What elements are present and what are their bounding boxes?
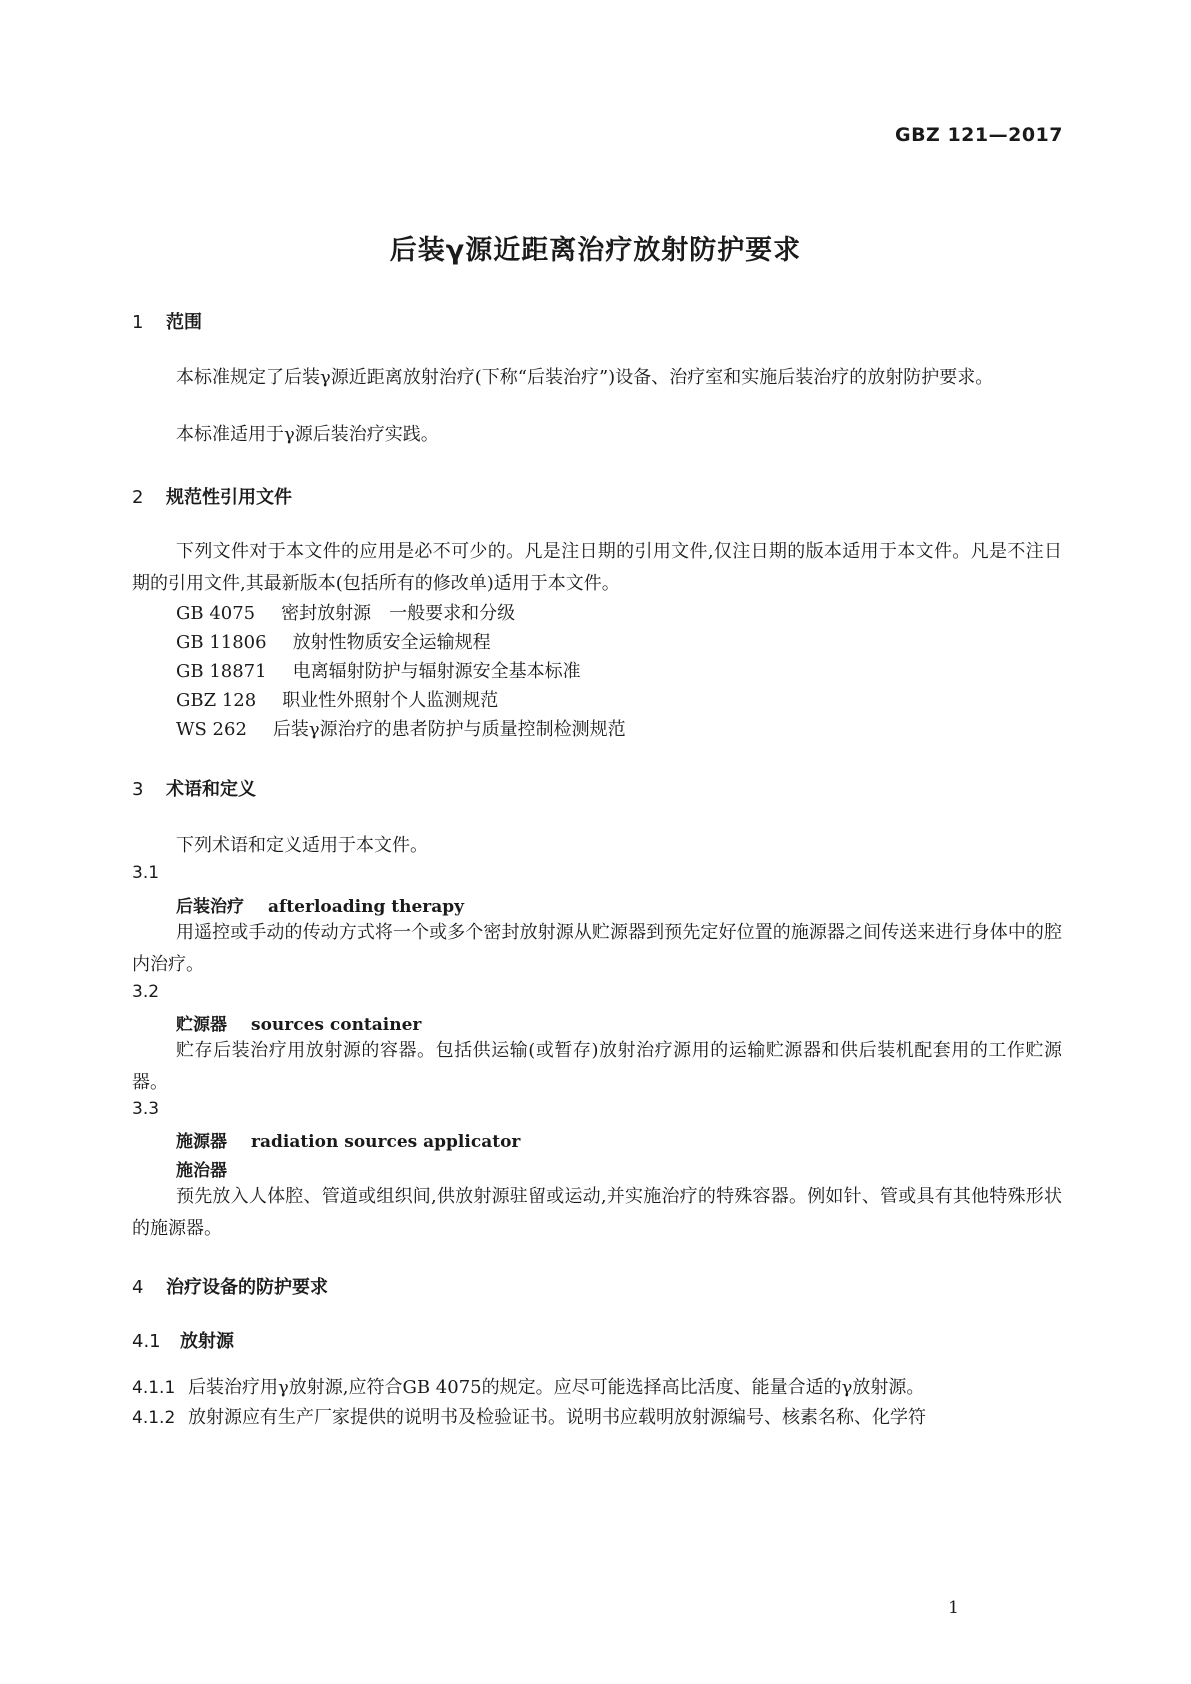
subsection-title: 放射源 <box>180 1331 234 1352</box>
reference-code: GBZ 128 <box>176 690 257 711</box>
term-definition: 预先放入人体腔、管道或组织间,供放射源驻留或运动,并实施治疗的特殊容器。例如针、管或具有其他特殊形状的施源器。 <box>132 1186 1062 1239</box>
subsection-4-1-heading <box>132 1327 234 1353</box>
term-name-zh: 后装治疗 <box>176 897 244 917</box>
section-2-heading <box>132 483 292 509</box>
term-name-zh: 施源器 <box>176 1132 227 1152</box>
clause-number: 4.1.1 <box>132 1378 176 1398</box>
page-number: 1 <box>948 1598 959 1618</box>
term-name <box>176 892 464 917</box>
reference-code: GB 11806 <box>176 632 267 653</box>
term-name <box>176 1010 421 1035</box>
reference-title: 后装γ源治疗的患者防护与质量控制检测规范 <box>272 719 626 740</box>
clause-number: 4.1.2 <box>132 1408 176 1428</box>
term-name-en: sources container <box>251 1015 422 1035</box>
document-title: 后装γ源近距离治疗放射防护要求 <box>389 235 802 266</box>
reference-code: GB 18871 <box>176 661 267 682</box>
section-3-intro: 下列术语和定义适用于本文件。 <box>176 835 428 856</box>
term-number: 3.3 <box>132 1099 160 1119</box>
term-number: 3.1 <box>132 863 160 883</box>
reference-item <box>176 686 498 712</box>
reference-item <box>176 599 515 625</box>
term-name-zh: 贮源器 <box>176 1015 227 1035</box>
term-definition: 用遥控或手动的传动方式将一个或多个密封放射源从贮源器到预先定好位置的施源器之间传送来进行身体中的腔内治疗。 <box>132 922 1062 975</box>
reference-title: 职业性外照射个人监测规范 <box>282 690 499 711</box>
reference-title: 密封放射源 一般要求和分级 <box>281 603 516 624</box>
section-1-heading <box>132 308 202 334</box>
reference-item <box>176 657 581 683</box>
section-1-paragraph-2: 本标准适用于γ源后装治疗实践。 <box>176 424 439 445</box>
reference-code: GB 4075 <box>176 603 256 624</box>
section-title: 范围 <box>166 312 202 333</box>
term-definition: 贮存后装治疗用放射源的容器。包括供运输(或暂存)放射治疗源用的运输贮源器和供后装机配套用的工作贮源器。 <box>132 1040 1062 1093</box>
section-title: 规范性引用文件 <box>166 487 292 508</box>
section-number: 1 <box>132 312 144 333</box>
term-alt-name: 施治器 <box>176 1161 227 1181</box>
clause-4-1-2 <box>132 1403 926 1429</box>
section-2-paragraph-1: 下列文件对于本文件的应用是必不可少的。凡是注日期的引用文件,仅注日期的版本适用于本文件。凡是不注日期的引用文件,其最新版本(包括所有的修改单)适用于本文件。 <box>132 541 1062 594</box>
section-number: 2 <box>132 487 144 508</box>
section-title: 术语和定义 <box>166 779 256 800</box>
reference-item <box>176 628 491 654</box>
standard-code: GBZ 121—2017 <box>894 124 1063 146</box>
subsection-number: 4.1 <box>132 1331 161 1352</box>
reference-title: 电离辐射防护与辐射源安全基本标准 <box>292 661 581 682</box>
term-name <box>176 1127 520 1152</box>
section-1-paragraph-1: 本标准规定了后装γ源近距离放射治疗(下称“后装治疗”)设备、治疗室和实施后装治疗的放射防护要求。 <box>176 367 994 388</box>
reference-item <box>176 715 626 741</box>
reference-code: WS 262 <box>176 719 247 740</box>
term-name-en: afterloading therapy <box>268 897 465 917</box>
clause-text: 后装治疗用γ放射源,应符合GB 4075的规定。应尽可能选择高比活度、能量合适的γ放射源。 <box>188 1377 925 1398</box>
term-number: 3.2 <box>132 982 160 1002</box>
section-number: 4 <box>132 1277 144 1298</box>
clause-4-1-1 <box>132 1373 924 1399</box>
section-4-heading <box>132 1273 328 1299</box>
section-title: 治疗设备的防护要求 <box>166 1277 328 1298</box>
section-3-heading <box>132 775 256 801</box>
term-name-en: radiation sources applicator <box>251 1132 521 1152</box>
section-number: 3 <box>132 779 144 800</box>
clause-text: 放射源应有生产厂家提供的说明书及检验证书。说明书应载明放射源编号、核素名称、化学符 <box>188 1407 926 1428</box>
reference-title: 放射性物质安全运输规程 <box>292 632 491 653</box>
